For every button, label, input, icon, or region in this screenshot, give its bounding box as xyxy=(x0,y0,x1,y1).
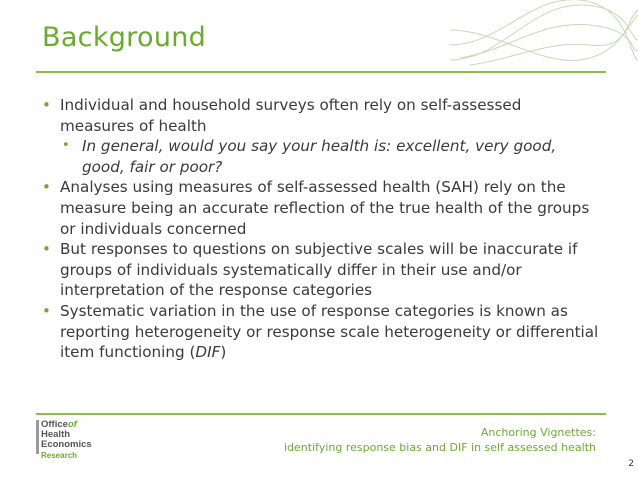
bullet-text-end: ) xyxy=(220,343,227,362)
bullet-emphasis: DIF xyxy=(195,343,221,362)
footer-line1: Anchoring Vignettes: xyxy=(480,426,596,439)
bullet-list xyxy=(40,95,600,363)
footer-caption xyxy=(284,425,596,455)
footer-divider xyxy=(36,413,606,415)
sub-bullet-text: In general, would you say your health is: excellent, very good, good, fair or poor? xyxy=(82,137,557,176)
title-divider xyxy=(36,71,606,73)
bullet-text: Individual and household surveys often rely on self-assessed measures of health xyxy=(60,96,522,135)
bullet-marker: • xyxy=(42,96,51,114)
sub-bullet-item xyxy=(40,136,600,177)
footer-line2: identifying response bias and DIF in self assessed health xyxy=(284,441,596,454)
bullet-text: But responses to questions on subjective scales will be inaccurate if groups of individuals systematically differ in their use and/or interpretation of the response categories xyxy=(60,240,578,300)
logo-line: Health xyxy=(41,429,71,440)
logo-line: Economics xyxy=(41,439,92,450)
bullet-item xyxy=(40,239,600,301)
logo-bar xyxy=(36,420,39,454)
decorative-waves xyxy=(440,0,638,70)
bullet-item xyxy=(40,177,600,239)
bullet-item xyxy=(40,301,600,363)
logo-line: Officeof xyxy=(41,419,77,430)
bullet-marker: • xyxy=(42,240,51,259)
slide-title: Background xyxy=(42,22,207,53)
page-number: 2 xyxy=(628,459,634,469)
logo-line: Research xyxy=(41,451,78,460)
bullet-marker: • xyxy=(42,178,51,197)
bullet-marker: • xyxy=(42,301,51,320)
ohe-logo xyxy=(36,420,106,460)
bullet-text: Analyses using measures of self-assessed health (SAH) rely on the measure being an accurate reflection of the true health of the groups or individuals concerned xyxy=(60,178,590,238)
bullet-marker: • xyxy=(62,138,70,154)
bullet-text: Systematic variation in the use of response categories is known as reporting heterogeneity or response scale heterogeneity or differential item functioning ( xyxy=(60,301,599,362)
bullet-item xyxy=(40,95,600,136)
